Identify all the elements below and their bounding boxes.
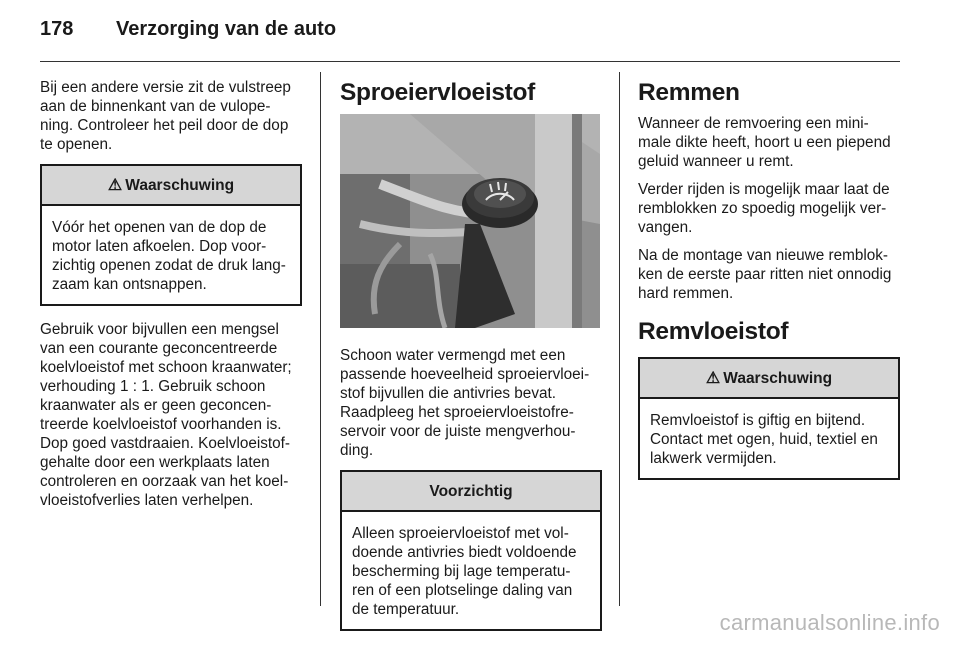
washer-reservoir-photo xyxy=(340,114,600,328)
coolant-intro-paragraph: Bij een andere versie zit de vulstreep aan de binnenkant van de vulope-ning. Controleer het peil door de dop te openen. xyxy=(40,79,291,153)
caution-text: Alleen sproeiervloeistof met vol-doende antivries biedt voldoende bescherming bij lage temperatu-ren of een plotselinge daling van de temperatuur. xyxy=(352,525,577,618)
warning-title: Waarschuwing xyxy=(723,369,833,387)
washer-fluid-paragraph: Schoon water vermengd met een passende hoeveelheid sproeiervloei-stof bijvullen die antivries bevat. Raadpleeg het sproeiervloeistofre-servoir voor de juiste mengverhou-ding. xyxy=(340,347,590,459)
warning-text: Remvloeistof is giftig en bijtend. Contact met ogen, huid, textiel en lakwerk vermijden. xyxy=(650,412,878,467)
caution-box xyxy=(340,470,602,631)
caution-header xyxy=(342,472,600,512)
brakes-paragraph-3: Na de montage van nieuwe remblok-ken de eerste paar ritten niet onnodig hard remmen. xyxy=(638,247,892,302)
section-heading-brakes: Remmen xyxy=(638,79,740,106)
warning-triangle-icon: ⚠ xyxy=(107,176,123,194)
coolant-body-paragraph: Gebruik voor bijvullen een mengsel van een courante geconcentreerde koelvloeistof met schoon kraanwater; verhouding 1 : 1. Gebruik schoon kraanwater als er geen geconcen-treerde koelvloeistof voorhanden is. Dop goed vastdraaien. Koelvloeistof-gehalte door een werkplaats laten controleren en oorzaak van het koel-vloeistofverlies laten verhelpen. xyxy=(40,321,292,509)
section-heading-brake-fluid: Remvloeistof xyxy=(638,318,789,345)
section-heading-washer-fluid: Sproeiervloeistof xyxy=(340,79,536,106)
watermark: carmanualsonline.info xyxy=(719,610,940,635)
brake-fluid-warning-box xyxy=(638,357,900,480)
right-column xyxy=(638,78,900,494)
warning-header xyxy=(42,166,300,206)
header-rule xyxy=(40,61,900,62)
warning-triangle-icon: ⚠ xyxy=(705,369,721,387)
warning-text: Vóór het openen van de dop de motor laten afkoelen. Dop voor-zichtig openen zodat de druk lang-zaam kan ontsnappen. xyxy=(52,219,286,293)
page-header xyxy=(40,18,336,41)
warning-title: Waarschuwing xyxy=(125,176,235,194)
column-divider xyxy=(320,72,321,606)
brakes-paragraph-1: Wanneer de remvoering een mini-male dikte heeft, hoort u een piepend geluid wanneer u remt. xyxy=(638,115,891,170)
left-column xyxy=(40,78,302,519)
page-title: Verzorging van de auto xyxy=(116,18,337,40)
middle-column xyxy=(340,78,602,645)
column-divider xyxy=(619,72,620,606)
caution-title: Voorzichtig xyxy=(429,482,513,500)
brakes-paragraph-2: Verder rijden is mogelijk maar laat de remblokken zo spoedig mogelijk ver-vangen. xyxy=(638,181,890,236)
page-number: 178 xyxy=(40,18,74,40)
coolant-warning-box xyxy=(40,164,302,306)
warning-header xyxy=(640,359,898,399)
